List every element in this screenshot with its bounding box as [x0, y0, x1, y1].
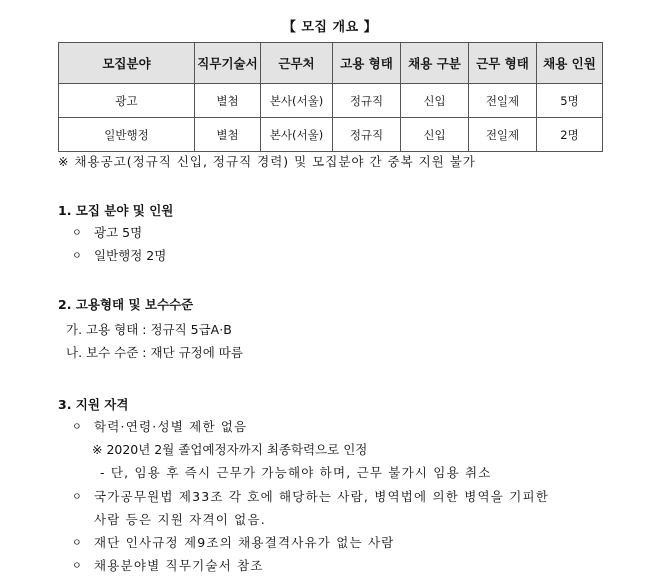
list-item: 나. 보수 수준 : 재단 규정에 따름 [66, 345, 243, 360]
col-header-workplace: 근무처 [261, 43, 333, 84]
bullet-icon: ㅇ [72, 422, 83, 433]
table-cell: 2명 [537, 118, 603, 152]
table-cell: 본사(서울) [261, 84, 333, 118]
list-item [72, 487, 549, 505]
table-cell: 정규직 [333, 118, 401, 152]
table-cell: 광고 [59, 84, 195, 118]
section-3-heading: 3. 지원 자격 [58, 397, 129, 412]
section-2-heading: 2. 고용형태 및 보수수준 [58, 297, 194, 312]
list-item-text: 채용분야별 직무기술서 참조 [94, 558, 264, 573]
list-item-text: 일반행정 2명 [94, 248, 167, 263]
col-header-field: 모집분야 [59, 43, 195, 84]
duplicate-application-note: ※ 채용공고(정규직 신입, 정규직 경력) 및 모집분야 간 중복 지원 불가 [58, 154, 476, 169]
table-cell: 전일제 [469, 84, 537, 118]
table-cell: 전일제 [469, 118, 537, 152]
table-cell: 일반행정 [59, 118, 195, 152]
col-header-job-description: 직무기술서 [195, 43, 261, 84]
list-item-text: 광고 5명 [94, 225, 143, 240]
col-header-headcount: 채용 인원 [537, 43, 603, 84]
section-1-heading: 1. 모집 분야 및 인원 [58, 203, 174, 218]
table-cell: 별첨 [195, 84, 261, 118]
list-item [72, 417, 247, 435]
sub-note: - 단, 임용 후 즉시 근무가 가능해야 하며, 근무 불가시 임용 취소 [100, 465, 492, 480]
col-header-hiring-category: 채용 구분 [401, 43, 469, 84]
table-cell: 정규직 [333, 84, 401, 118]
bullet-icon: ㅇ [72, 538, 83, 549]
bullet-icon: ㅇ [72, 251, 82, 262]
table-cell: 신입 [401, 84, 469, 118]
list-item [72, 223, 142, 241]
sub-note: ※ 2020년 2월 졸업예정자까지 최종학력으로 인정 [92, 442, 368, 457]
table-cell: 신입 [401, 118, 469, 152]
page-title: 【 모집 개요 】 [282, 20, 378, 35]
list-item [72, 533, 395, 551]
col-header-employment-type: 고용 형태 [333, 43, 401, 84]
table-cell: 본사(서울) [261, 118, 333, 152]
list-item-continuation: 사람 등은 지원 자격이 없음. [94, 512, 266, 527]
table-row [59, 84, 603, 118]
list-item-text: 학력·연령·성별 제한 없음 [94, 419, 248, 434]
list-item [72, 246, 166, 264]
table-header-row [59, 43, 603, 84]
list-item-text: 국가공무원법 제33조 각 호에 해당하는 사람, 병역법에 의한 병역을 기피한 [94, 489, 550, 504]
table-cell: 별첨 [195, 118, 261, 152]
list-item: 가. 고용 형태 : 정규직 5급A·B [66, 322, 232, 337]
recruitment-table [58, 42, 603, 152]
list-item-text: 재단 인사규정 제9조의 채용결격사유가 없는 사람 [94, 535, 395, 550]
list-item [72, 556, 264, 574]
table-row [59, 118, 603, 152]
bullet-icon: ㅇ [72, 492, 83, 503]
table-cell: 5명 [537, 84, 603, 118]
bullet-icon: ㅇ [72, 561, 83, 572]
col-header-work-type: 근무 형태 [469, 43, 537, 84]
bullet-icon: ㅇ [72, 228, 82, 239]
